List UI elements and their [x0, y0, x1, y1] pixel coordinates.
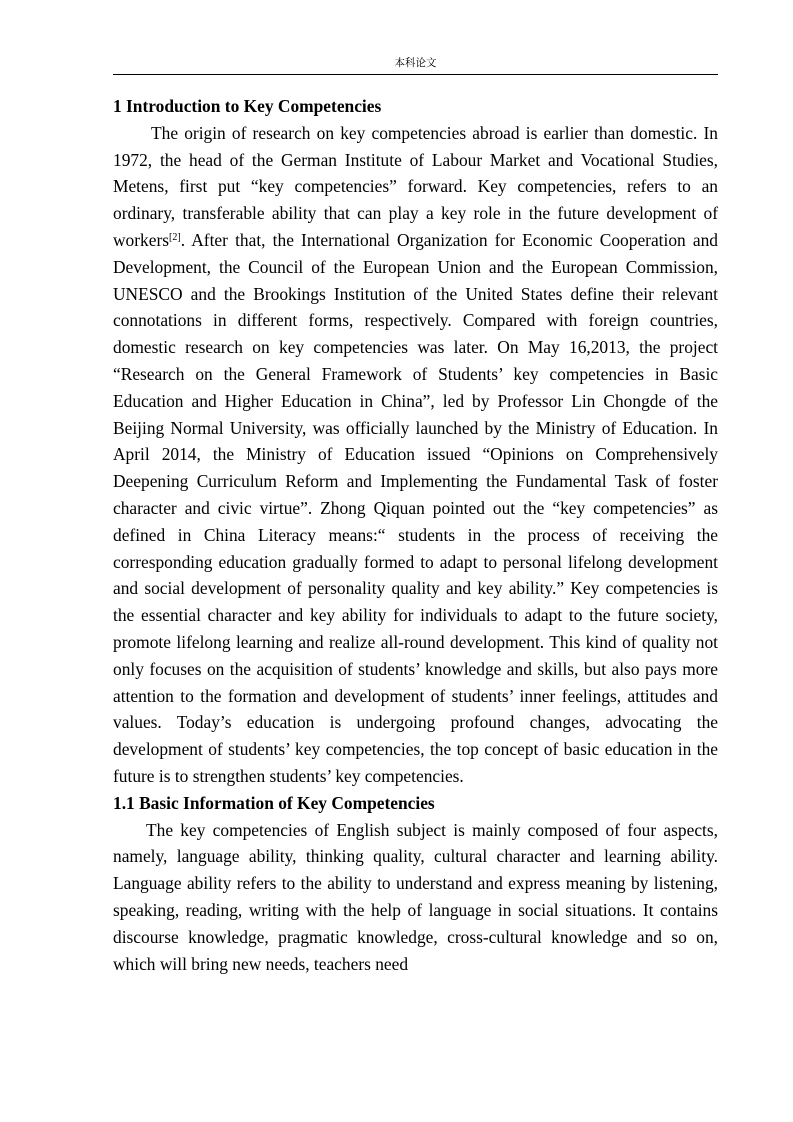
page-body	[113, 93, 718, 977]
running-header	[113, 54, 718, 75]
citation-ref: [2]	[169, 231, 181, 243]
running-header-title: 本科论文	[394, 57, 437, 69]
section-1-1-paragraph: The key competencies of English subject is mainly composed of four aspects, namely, language ability, thinking quality, cultural character and learning ability. Language ability refers to the ability to understand and express meaning by listening, speaking, reading, writing with the help of language in social situations. It contains discourse knowledge, pragmatic knowledge, cross-cultural knowledge and so on, which will bring new needs, teachers need	[113, 819, 718, 974]
section-heading-1-1: 1.1 Basic Information of Key Competencies	[113, 792, 435, 813]
paragraph-text-after-citation: . After that, the International Organization for Economic Cooperation and Development, the Council of the European Union and the European Commission, UNESCO and the Brookings Institution of the United States define their relevant connotations in different forms, respectively. Compared with foreign countries, domestic research on key competencies was later. On May 16,2013, the project “Research on the General Framework of Students’ key competencies in Basic Education and Higher Education in China”, led by Professor Lin Chongde of the Beijing Normal University, was officially launched by the Ministry of Education. In April 2014, the Ministry of Education issued “Opinions on Comprehensively Deepening Curriculum Reform and Implementing the Fundamental Task of foster character and civic virtue”. Zhong Qiquan pointed out the “key competencies” as defined in China Literacy means:“ students in the process of receiving the corresponding education gradually formed to adapt to personal lifelong development and social development of personality quality and key ability.” Key competencies is the essential character and key ability for individuals to adapt to the future society, promote lifelong learning and realize all-round development. This kind of quality not only focuses on the acquisition of students’ knowledge and skills, but also pays more attention to the formation and development of students’ inner feelings, attitudes and values. Today’s education is undergoing profound changes, advocating the development of students’ key competencies, the top concept of basic education in the future is to strengthen students’ key competencies.	[113, 229, 718, 786]
section-heading-1: 1 Introduction to Key Competencies	[113, 96, 382, 116]
section-1-paragraph	[113, 120, 718, 790]
paragraph-text-before-citation: The origin of research on key competencies abroad is earlier than domestic. In 1972, the head of the German Institute of Labour Market and Vocational Studies, Metens, first put “key competencies” forward. Key competencies, refers to an ordinary, transferable ability that can play a key role in the future development of workers	[113, 122, 718, 250]
